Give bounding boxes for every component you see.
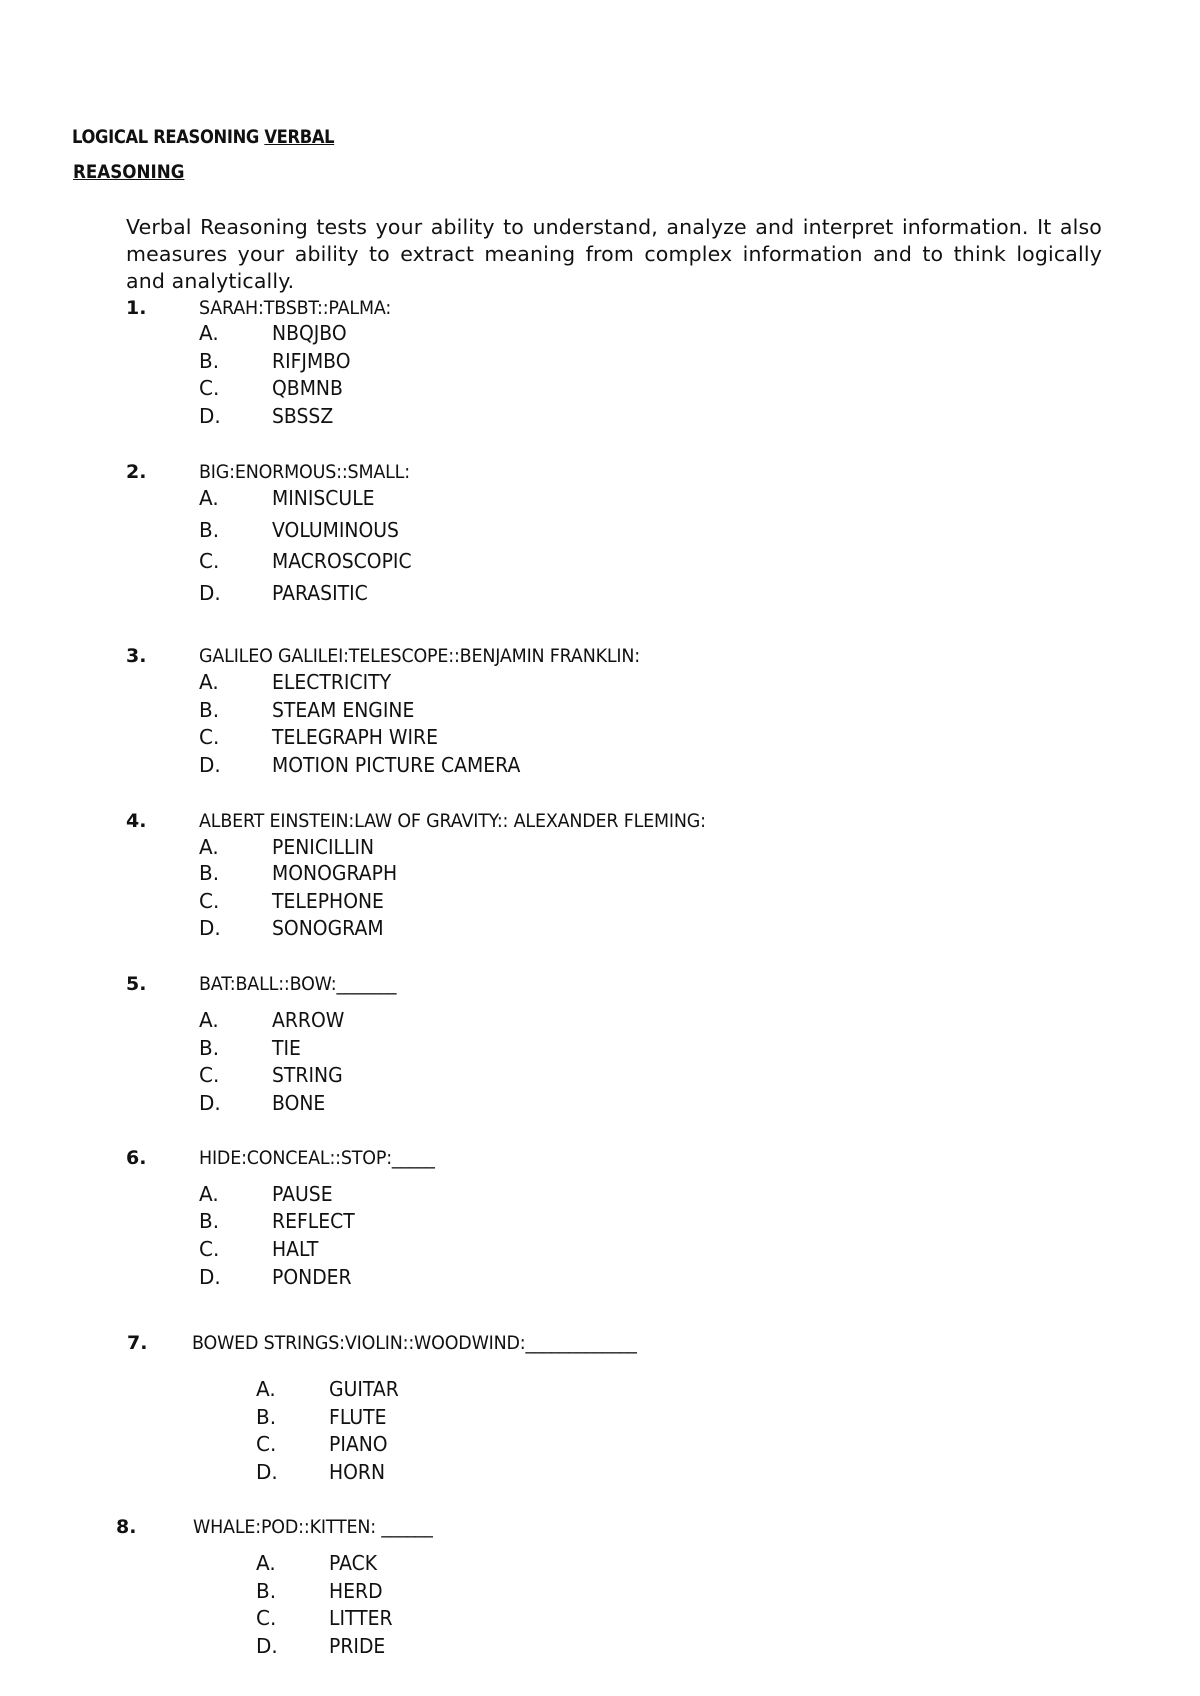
option-letter: D. <box>199 753 221 777</box>
option-letter: B. <box>199 518 220 542</box>
option-letter: A. <box>199 1008 219 1032</box>
option-letter: C. <box>256 1606 277 1630</box>
option-letter: A. <box>199 321 219 345</box>
option-letter: D. <box>199 916 221 940</box>
option-text: MINISCULE <box>272 486 375 510</box>
question-number: 3. <box>126 645 147 667</box>
option-text: PIANO <box>329 1432 388 1456</box>
title-prefix: LOGICAL REASONING <box>72 126 265 148</box>
option-letter: B. <box>256 1405 277 1429</box>
option-text: HALT <box>272 1237 319 1261</box>
option-letter: C. <box>199 549 220 573</box>
option-letter: C. <box>199 376 220 400</box>
question-number: 2. <box>126 461 147 483</box>
question-text: BAT:BALL::BOW:_______ <box>199 973 397 995</box>
option-text: FLUTE <box>329 1405 387 1429</box>
option-text: VOLUMINOUS <box>272 518 399 542</box>
option-text: TIE <box>272 1036 301 1060</box>
question-number: 8. <box>116 1516 137 1538</box>
option-text: PAUSE <box>272 1182 333 1206</box>
option-text: BONE <box>272 1091 326 1115</box>
option-text: STRING <box>272 1063 343 1087</box>
option-text: RIFJMBO <box>272 349 351 373</box>
option-letter: D. <box>199 581 221 605</box>
option-text: GUITAR <box>329 1377 399 1401</box>
question-number: 6. <box>126 1147 147 1169</box>
question-text: GALILEO GALILEI:TELESCOPE::BENJAMIN FRANKLIN: <box>199 645 641 667</box>
option-letter: B. <box>199 1209 220 1233</box>
option-letter: B. <box>256 1579 277 1603</box>
option-letter: C. <box>199 889 220 913</box>
option-letter: D. <box>256 1634 278 1658</box>
document-subtitle: REASONING <box>73 161 185 183</box>
option-text: HORN <box>329 1460 386 1484</box>
option-text: PENICILLIN <box>272 835 375 859</box>
option-letter: C. <box>256 1432 277 1456</box>
option-text: REFLECT <box>272 1209 355 1233</box>
option-letter: A. <box>199 835 219 859</box>
question-number: 7. <box>127 1332 148 1354</box>
option-letter: B. <box>199 861 220 885</box>
option-text: ELECTRICITY <box>272 670 392 694</box>
question-text: WHALE:POD::KITTEN: ______ <box>193 1516 433 1538</box>
option-letter: A. <box>256 1551 276 1575</box>
question-text: SARAH:TBSBT::PALMA: <box>199 297 392 319</box>
question-text: HIDE:CONCEAL::STOP:_____ <box>199 1147 435 1169</box>
option-text: HERD <box>329 1579 383 1603</box>
option-letter: B. <box>199 698 220 722</box>
option-text: SBSSZ <box>272 404 334 428</box>
option-letter: B. <box>199 349 220 373</box>
option-text: ARROW <box>272 1008 345 1032</box>
question-text: ALBERT EINSTEIN:LAW OF GRAVITY:: ALEXANDER FLEMING: <box>199 810 706 832</box>
option-text: QBMNB <box>272 376 343 400</box>
option-text: TELEGRAPH WIRE <box>272 725 438 749</box>
option-text: MACROSCOPIC <box>272 549 412 573</box>
option-letter: A. <box>199 670 219 694</box>
option-text: NBQJBO <box>272 321 347 345</box>
option-letter: C. <box>199 1237 220 1261</box>
option-letter: C. <box>199 725 220 749</box>
option-text: PRIDE <box>329 1634 386 1658</box>
question-number: 4. <box>126 810 147 832</box>
question-text: BIG:ENORMOUS::SMALL: <box>199 461 410 483</box>
option-letter: B. <box>199 1036 220 1060</box>
option-text: PARASITIC <box>272 581 368 605</box>
option-text: LITTER <box>329 1606 393 1630</box>
option-letter: D. <box>256 1460 278 1484</box>
option-letter: A. <box>256 1377 276 1401</box>
option-text: MOTION PICTURE CAMERA <box>272 753 521 777</box>
option-text: PACK <box>329 1551 378 1575</box>
title-underlined: VERBAL <box>264 126 335 148</box>
intro-paragraph: Verbal Reasoning tests your ability to understand, analyze and interpret information. It also measures your ability to extract meaning from complex information and to think logically and analytically. <box>126 215 1102 293</box>
option-letter: A. <box>199 486 219 510</box>
option-text: TELEPHONE <box>272 889 384 913</box>
question-text: BOWED STRINGS:VIOLIN::WOODWIND:_____________ <box>192 1332 637 1354</box>
option-text: MONOGRAPH <box>272 861 398 885</box>
question-number: 1. <box>126 297 147 319</box>
option-letter: D. <box>199 404 221 428</box>
option-letter: D. <box>199 1091 221 1115</box>
option-text: SONOGRAM <box>272 916 384 940</box>
option-text: STEAM ENGINE <box>272 698 415 722</box>
question-number: 5. <box>126 973 147 995</box>
option-letter: D. <box>199 1265 221 1289</box>
option-text: PONDER <box>272 1265 352 1289</box>
option-letter: A. <box>199 1182 219 1206</box>
option-letter: C. <box>199 1063 220 1087</box>
document-title <box>72 126 334 148</box>
